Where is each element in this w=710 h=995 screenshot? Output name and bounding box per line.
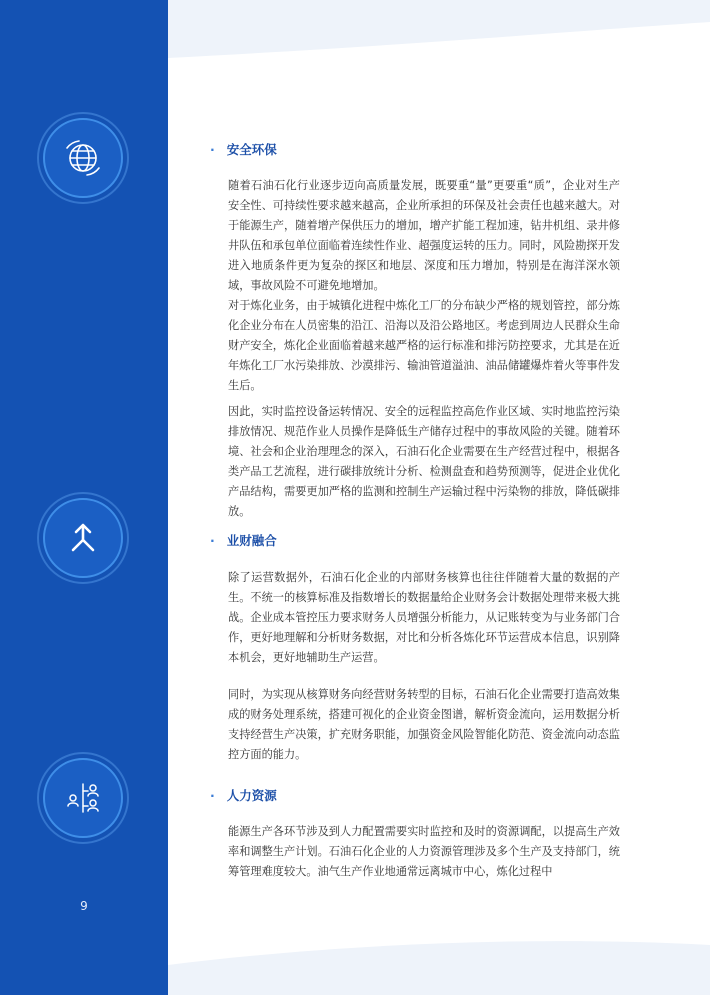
section-title-text: 人力资源: [226, 788, 277, 803]
bullet-icon: ·: [210, 142, 215, 157]
paragraph: 能源生产各环节涉及到人力配置需要实时监控和及时的资源调配，以提高生产效率和调整生产计划。石油石化企业的人力资源管理涉及多个生产及支持部门，统筹管理难度较大。油气生产作业地通常远离城市中心，炼化过程中: [228, 825, 620, 878]
top-wave-decoration: [168, 0, 710, 60]
section-title-hr: [210, 786, 277, 804]
bottom-wave-decoration: [168, 925, 710, 995]
section-title-text: 业财融合: [226, 533, 277, 548]
page-number: 9: [80, 899, 88, 913]
paragraph: 随着石油石化行业逐步迈向高质量发展，既要重“量”更要重“质”，企业对生产安全性、可持续性要求越来越高，企业所承担的环保及社会责任也越来越大。对于能源生产，随着增产保供压力的增加，增产扩能工程加速，钻井机组、录井修井队伍和承包单位面临着连续性作业、超强度运转的压力。同时，风险勘探开发进入地质条件更为复杂的探区和地层、深度和压力增加，特别是在海洋深水领域，事故风险不可避免地增加。: [228, 179, 620, 292]
paragraph: 因此，实时监控设备运转情况、安全的远程监控高危作业区域、实时地监控污染排放情况、规范作业人员操作是降低生产储存过程中的事故风险的关键。随着环境、社会和企业治理理念的深入，石油石化企业需要在生产经营过程中，根据各类产品工艺流程，进行碳排放统计分析、检测盘查和趋势预测等，促进企业优化产品结构，需要更加严格的监测和控制生产运输过程中污染物的排放，降低碳排放。: [228, 405, 620, 518]
paragraph: 对于炼化业务，由于城镇化进程中炼化工厂的分布缺少严格的规划管控，部分炼化企业分布在人员密集的沿江、沿海以及沿公路地区。考虑到周边人民群众生命财产安全，炼化企业面临着越来越严格的运行标准和排污防控要求，尤其是在近年炼化工厂水污染排放、沙漠排污、输油管道溢油、油品储罐爆炸着火等事件发生后。: [228, 299, 620, 392]
section-title-text: 安全环保: [226, 142, 277, 157]
paragraph: 除了运营数据外，石油石化企业的内部财务核算也往往伴随着大量的数据的产生。不统一的核算标准及指数增长的数据量给企业财务会计数据处理带来极大挑战。企业成本管控压力要求财务人员增强分析能力，从记账转变为与业务部门合作，更好地理解和分析财务数据，对比和分析各炼化环节运营成本信息，识别降本机会，更好地辅助生产运营。: [228, 571, 620, 664]
section-title-finance: [210, 531, 277, 549]
bullet-icon: ·: [210, 788, 215, 803]
merge-arrow-icon: [43, 498, 123, 578]
globe-network-icon: [43, 118, 123, 198]
section-title-safety: [210, 140, 277, 158]
paragraph: 同时，为实现从核算财务向经营财务转型的目标，石油石化企业需要打造高效集成的财务处理系统，搭建可视化的企业资金图谱，解析资金流向，运用数据分析支持经营生产决策，扩充财务职能，加强资金风险智能化防范、资金流向动态监控方面的能力。: [228, 688, 620, 761]
org-people-icon: [43, 758, 123, 838]
bullet-icon: ·: [210, 533, 215, 548]
